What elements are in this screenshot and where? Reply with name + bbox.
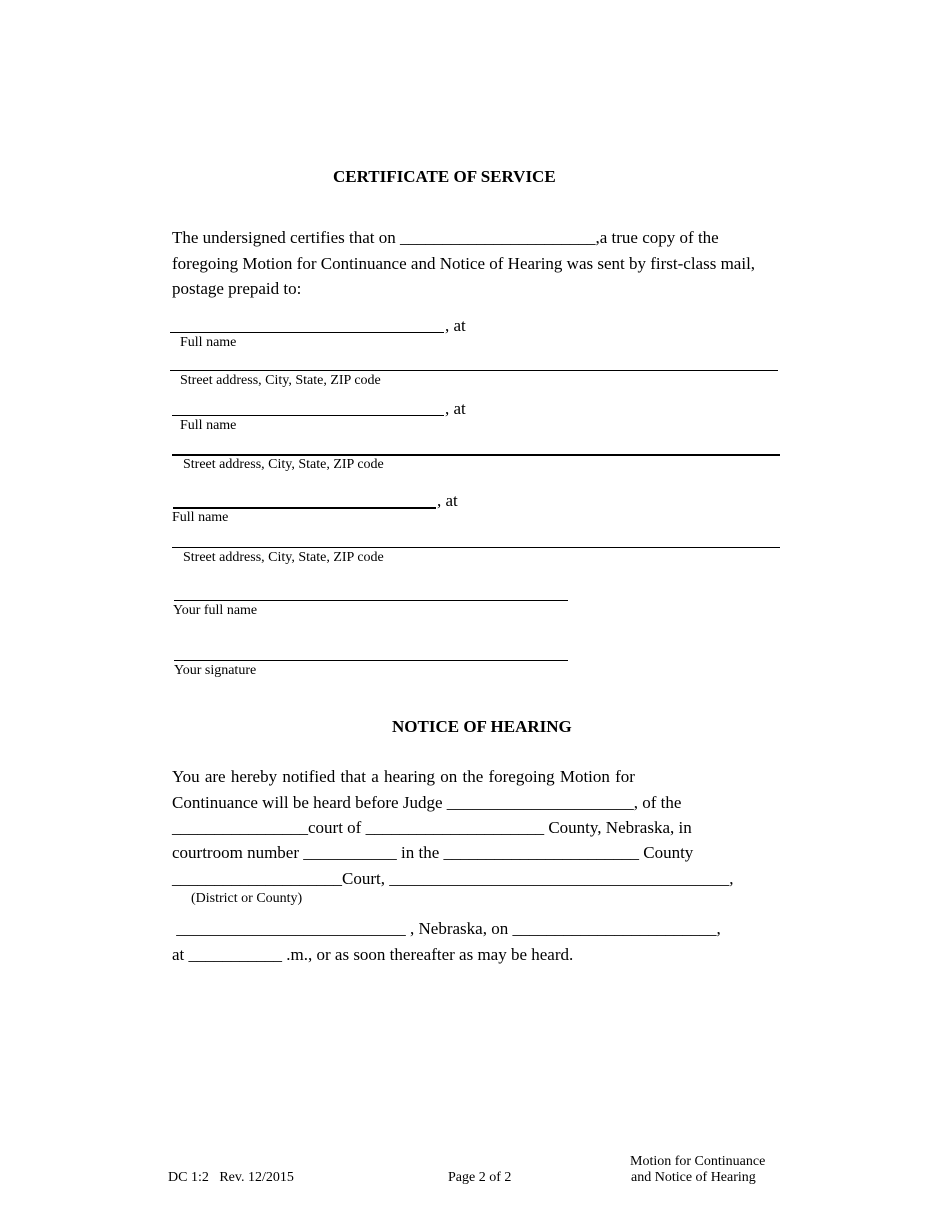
recipient-1-at-label: , at bbox=[445, 316, 466, 335]
recipient-2-full-name-label: Full name bbox=[180, 418, 237, 433]
district-or-county-note: (District or County) bbox=[191, 891, 303, 906]
footer-doc-title-line-2: and Notice of Hearing bbox=[631, 1170, 756, 1185]
certificate-intro-line-3: postage prepaid to: bbox=[172, 279, 302, 298]
recipient-3-address-line[interactable] bbox=[172, 547, 780, 548]
recipient-1-full-name-label: Full name bbox=[180, 335, 237, 350]
certificate-title: CERTIFICATE OF SERVICE bbox=[333, 167, 556, 186]
certificate-intro-line-1: The undersigned certifies that on _______________________,a true copy of the bbox=[172, 228, 719, 247]
recipient-1-address-label: Street address, City, State, ZIP code bbox=[180, 373, 381, 388]
notice-line-6: ___________________________ , Nebraska, on ________________________, bbox=[172, 919, 721, 938]
notice-line-4: courtroom number ___________ in the _______________________ County bbox=[172, 843, 694, 862]
footer-form-id: DC 1:2 Rev. 12/2015 bbox=[168, 1170, 294, 1185]
your-full-name-label: Your full name bbox=[173, 603, 258, 618]
notice-line-1: You are hereby notified that a hearing on the foregoing Motion for bbox=[172, 767, 635, 786]
recipient-1-address-line[interactable] bbox=[170, 370, 778, 371]
recipient-2-address-label: Street address, City, State, ZIP code bbox=[183, 457, 384, 472]
recipient-3-address-label: Street address, City, State, ZIP code bbox=[183, 550, 384, 565]
recipient-3-name-line[interactable] bbox=[173, 507, 436, 509]
footer-page-number: Page 2 of 2 bbox=[448, 1170, 512, 1185]
your-signature-line[interactable] bbox=[174, 660, 568, 661]
recipient-3-full-name-label: Full name bbox=[172, 510, 229, 525]
recipient-2-address-line[interactable] bbox=[172, 454, 780, 456]
certificate-intro-line-2: foregoing Motion for Continuance and Notice of Hearing was sent by first-class mail, bbox=[172, 254, 756, 273]
notice-line-3: ________________court of _____________________ County, Nebraska, in bbox=[172, 818, 692, 837]
your-signature-label: Your signature bbox=[174, 663, 257, 678]
notice-line-7: at ___________ .m., or as soon thereafter as may be heard. bbox=[172, 945, 574, 964]
recipient-2-name-line[interactable] bbox=[172, 415, 444, 416]
recipient-3-at-label: , at bbox=[437, 491, 458, 510]
notice-title: NOTICE OF HEARING bbox=[392, 717, 572, 736]
your-full-name-line[interactable] bbox=[174, 600, 568, 601]
footer-doc-title-line-1: Motion for Continuance bbox=[630, 1154, 766, 1169]
recipient-2-at-label: , at bbox=[445, 399, 466, 418]
notice-line-2: Continuance will be heard before Judge ______________________, of the bbox=[172, 793, 682, 812]
recipient-1-name-line[interactable] bbox=[170, 332, 444, 333]
notice-line-5: ____________________Court, ________________________________________, bbox=[172, 869, 734, 888]
